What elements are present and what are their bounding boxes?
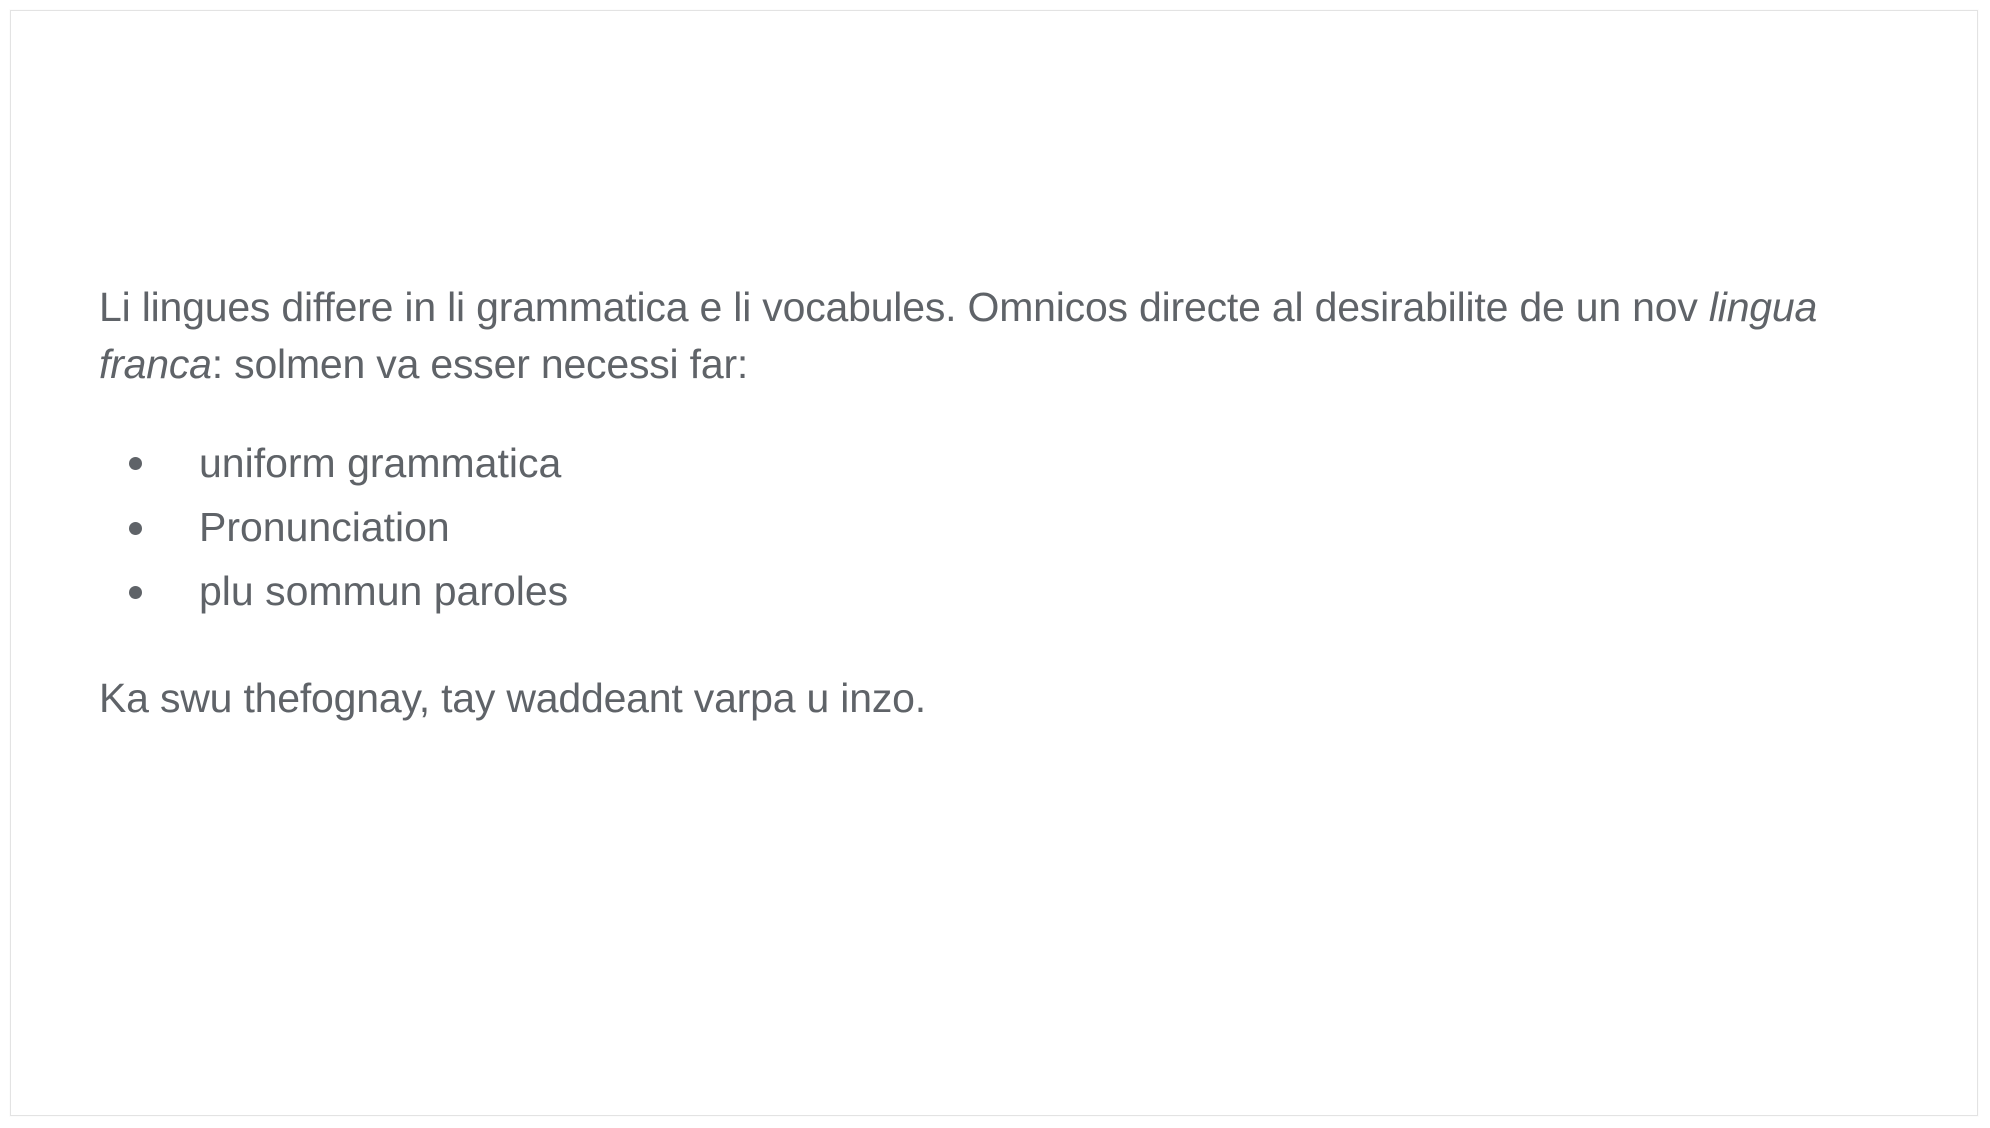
slide[interactable] [10, 10, 1978, 1116]
intro-paragraph [99, 279, 1907, 392]
bullet-dot-icon [129, 457, 142, 470]
list-item-label: uniform grammatica [199, 440, 562, 487]
bullet-dot-icon [129, 586, 142, 599]
list-item [99, 500, 1907, 554]
intro-paragraph-emphasis: lingua franca [99, 284, 1818, 387]
slide-content-body [99, 279, 1907, 727]
list-item [99, 436, 1907, 490]
closing-paragraph: Ka swu thefognay, tay waddeant varpa u inzo. [99, 675, 926, 722]
intro-paragraph-part2: : solmen va esser necessi far: [211, 340, 749, 387]
bullet-dot-icon [129, 522, 142, 535]
list-item [99, 564, 1907, 618]
list-item-label: plu sommun paroles [199, 568, 569, 615]
bullet-list [99, 436, 1907, 618]
list-item-label: Pronunciation [199, 504, 450, 551]
intro-paragraph-part1: Li lingues differe in li grammatica e li vocabules. Omnicos directe al desirabilite de un nov [99, 284, 1709, 330]
